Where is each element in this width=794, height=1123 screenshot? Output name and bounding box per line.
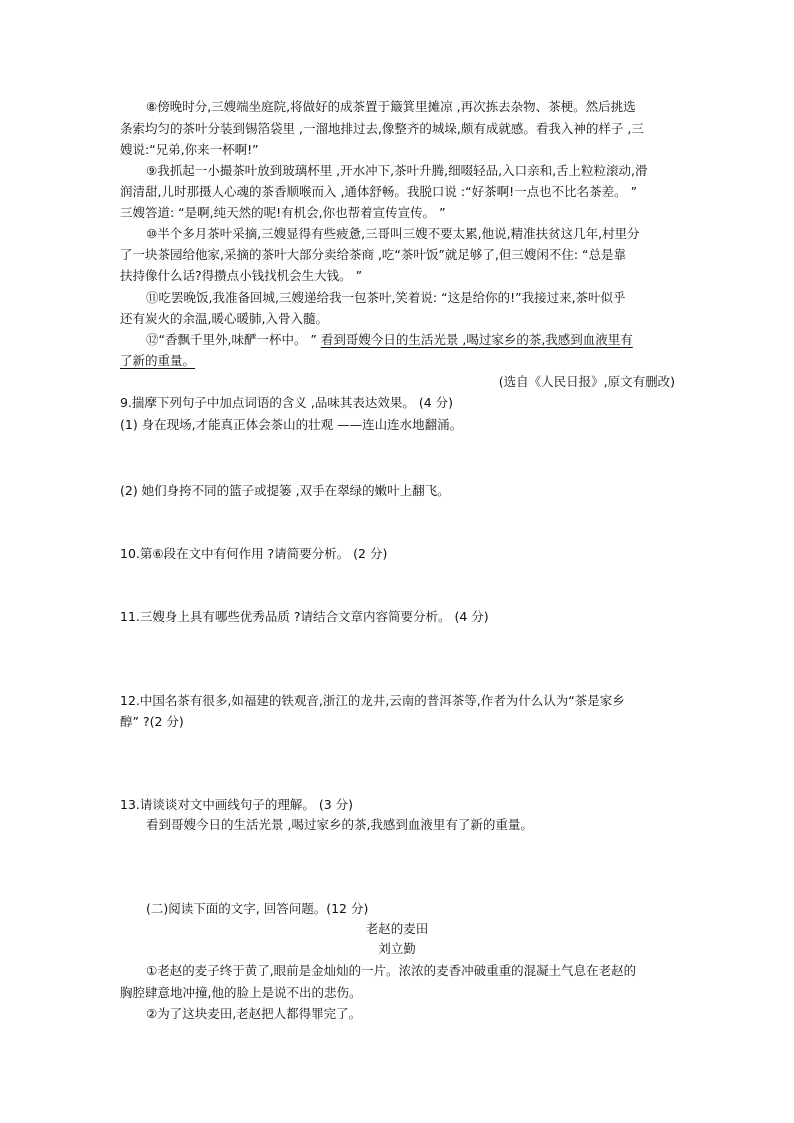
question-13: 13.请谈谈对文中画线句子的理解。 (3 分) <box>120 797 354 812</box>
passage-2-paragraph-1-line-2: 胸腔肆意地冲撞,他的脸上是说不出的悲伤。 <box>120 985 362 1000</box>
paragraph-9-line-1: ⑨我抓起一小撮茶叶放到玻璃杯里 ,开水冲下,茶叶升腾,细啜轻品,入口亲和,舌上粒粒滚动,滑 <box>146 163 648 178</box>
paragraph-10-line-3: 扶持像什么话?得攒点小钱找机会生大钱。 ” <box>120 268 363 283</box>
question-9-item-2: (2) 她们身挎不同的篮子或提篓 ,双手在翠绿的嫩叶上翻飞。 <box>120 483 450 498</box>
passage-2-paragraph-2: ②为了这块麦田,老赵把人都得罪完了。 <box>146 1006 362 1021</box>
paragraph-8-line-2: 条索均匀的茶叶分装到锡箔袋里 ,一溜地排过去,像整齐的城垛,颇有成就感。看我入神的样子 ,三 <box>120 121 644 136</box>
source-citation: (选自《人民日报》,原文有删改) <box>498 374 675 389</box>
question-12-line-1: 12.中国名茶有很多,如福建的铁观音,浙江的龙井,云南的普洱茶等,作者为什么认为“茶是家乡 <box>120 693 625 708</box>
passage-2-title: 老赵的麦田 <box>365 921 429 936</box>
underlined-sentence-part-2: 了新的重量。 <box>120 353 196 368</box>
paragraph-12-line-2 <box>120 353 680 369</box>
paragraph-8-line-1: ⑧傍晚时分,三嫂端坐庭院,将做好的成茶置于簸箕里摊凉 ,再次拣去杂物、茶梗。然后挑选 <box>146 99 636 114</box>
paragraph-9-line-2: 润清甜,儿时那摄人心魂的茶香顺喉而入 ,通体舒畅。我脱口说 :“好茶啊!一点也不比名茶差。 ” <box>120 184 638 199</box>
paragraph-10-line-2: 了一块茶园给他家,采摘的茶叶大部分卖给茶商 ,吃“茶叶饭”就足够了,但三嫂闲不住: “总是靠 <box>120 247 627 262</box>
question-10: 10.第⑥段在文中有何作用 ?请简要分析。 (2 分) <box>120 546 388 561</box>
paragraph-10-line-1: ⑩半个多月茶叶采摘,三嫂显得有些疲惫,三哥叫三嫂不要太累,他说,精准扶贫这几年,村里分 <box>146 226 640 241</box>
paragraph-11-line-1: ⑪吃罢晚饭,我准备回城,三嫂递给我一包茶叶,笑着说: “这是给你的!”我接过来,茶叶似乎 <box>146 290 626 305</box>
section-2-intro: (二)阅读下面的文字, 回答问题。(12 分) <box>146 901 369 916</box>
passage-2-author: 刘立勤 <box>378 941 416 956</box>
paragraph-12-line-1 <box>146 332 706 348</box>
paragraph-11-line-2: 还有炭火的余温,暖心暖肺,入骨入髓。 <box>120 311 328 326</box>
question-11: 11.三嫂身上具有哪些优秀品质 ?请结合文章内容简要分析。 (4 分) <box>120 609 489 624</box>
paragraph-9-line-3: 三嫂答道: “是啊,纯天然的呢!有机会,你也帮着宣传宣传。 ” <box>120 205 446 220</box>
passage-2-paragraph-1-line-1: ①老赵的麦子终于黄了,眼前是金灿灿的一片。浓浓的麦香冲破重重的混凝土气息在老赵的 <box>146 963 637 978</box>
paragraph-8-line-3: 嫂说:“兄弟,你来一杯啊!” <box>120 142 259 157</box>
underlined-sentence-part-1: 看到哥嫂今日的生活光景 ,喝过家乡的茶,我感到血液里有 <box>320 332 633 347</box>
question-13-quote: 看到哥嫂今日的生活光景 ,喝过家乡的茶,我感到血液里有了新的重量。 <box>146 817 533 832</box>
paragraph-12-quote: ⑫“香飘千里外,味酽一杯中。 ” <box>146 332 317 347</box>
question-12-line-2: 醇” ?(2 分) <box>120 714 184 729</box>
question-9-item-1: (1) 身在现场,才能真正体会茶山的壮观 ——连山连水地翻涌。 <box>120 417 463 432</box>
question-9: 9.揣摩下列句子中加点词语的含义 ,品味其表达效果。 (4 分) <box>120 395 454 410</box>
